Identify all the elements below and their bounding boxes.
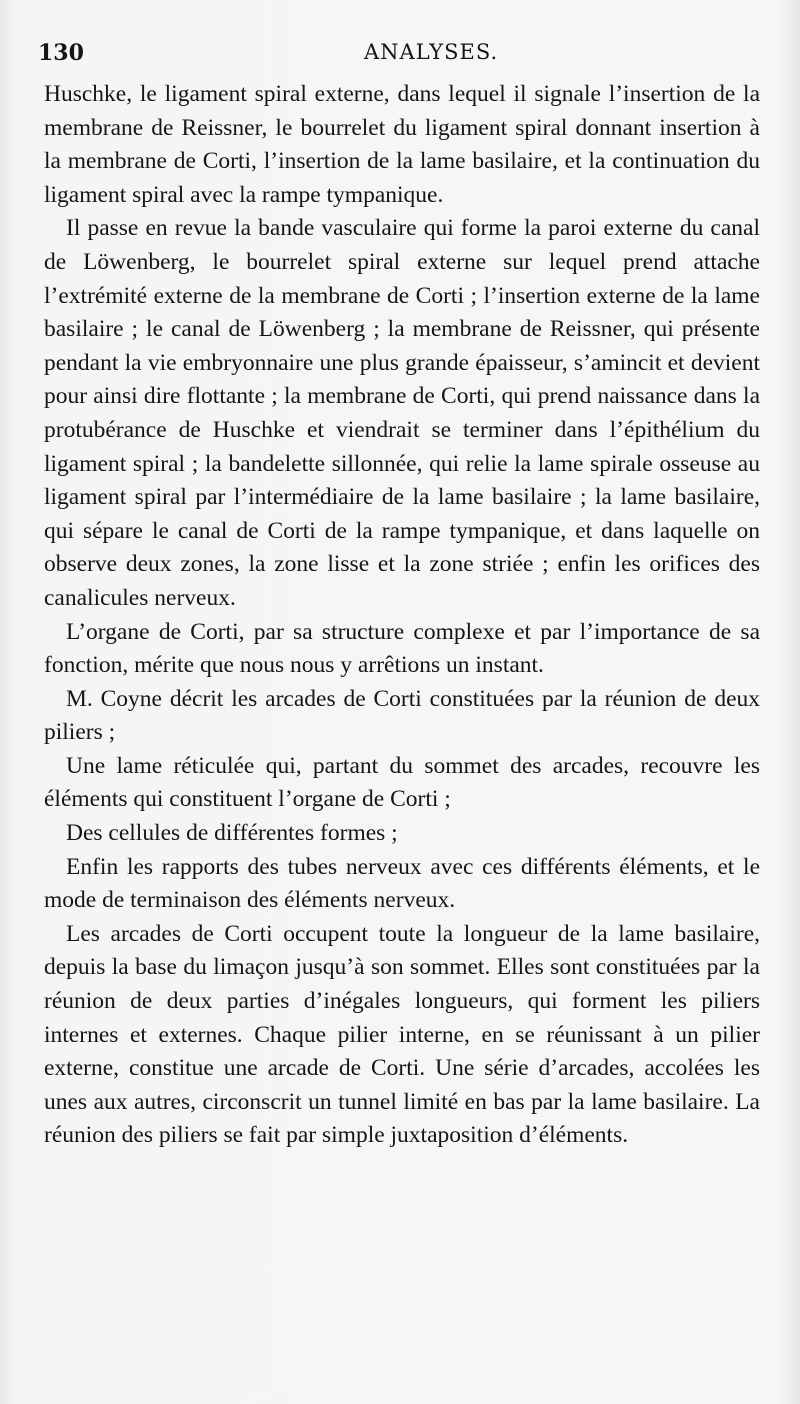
- running-title: ANALYSES.: [364, 40, 499, 64]
- paragraph-5: Une lame réticulée qui, partant du sommet des arcades, recouvre les éléments qui constituent l’organe de Corti ;: [44, 752, 760, 813]
- paragraph-1: Huschke, le ligament spiral externe, dans lequel il signale l’insertion de la membrane de Reissner, le bourrelet du ligament spiral donnant insertion à la membrane de Corti, l’insertion de la lame basilaire, et la continuation du ligament spiral avec la rampe tympanique.: [44, 81, 760, 208]
- paragraph-3: L’organe de Corti, par sa structure complexe et par l’importance de sa fonction, mérite que nous nous y arrêtions un instant.: [44, 618, 760, 679]
- paragraph-4: M. Coyne décrit les arcades de Corti constituées par la réunion de deux piliers ;: [44, 685, 760, 746]
- body-text: [44, 78, 760, 1153]
- page-header: [38, 36, 760, 70]
- paragraph-8: Les arcades de Corti occupent toute la longueur de la lame basilaire, depuis la base du limaçon jusqu’à son sommet. Elles sont constituées par la réunion de deux parties d’inégales longueurs, qui forment les piliers internes et externes. Chaque pilier interne, en se réunissant à un pilier externe, constitue une arcade de Corti. Une série d’arcades, accolées les unes aux autres, circonscrit un tunnel limité en bas par la lame basilaire. La réunion des piliers se fait par simple juxtaposition d’éléments.: [44, 920, 760, 1149]
- paragraph-7: Enfin les rapports des tubes nerveux avec ces différents éléments, et le mode de terminaison des éléments nerveux.: [44, 853, 760, 914]
- paragraph-6: Des cellules de différentes formes ;: [66, 820, 398, 847]
- paragraph-2: Il passe en revue la bande vasculaire qui forme la paroi externe du canal de Löwenberg, le bourrelet spiral externe sur lequel prend attache l’extrémité externe de la membrane de Corti ; l’insertion externe de la lame basilaire ; le canal de Löwenberg ; la membrane de Reissner, qui présente pendant la vie embryonnaire une plus grande épaisseur, s’amincit et devient pour ainsi dire flottante ; la membrane de Corti, qui prend naissance dans la protubérance de Huschke et viendrait se terminer dans l’épithélium du ligament spiral ; la bandelette sillonnée, qui relie la lame spirale osseuse au ligament spiral par l’intermédiaire de la lame basilaire ; la lame basilaire, qui sépare le canal de Corti de la rampe tympanique, et dans laquelle on observe deux zones, la zone lisse et la zone striée ; enfin les orifices des canalicules nerveux.: [44, 215, 760, 611]
- page-number: 130: [38, 40, 84, 66]
